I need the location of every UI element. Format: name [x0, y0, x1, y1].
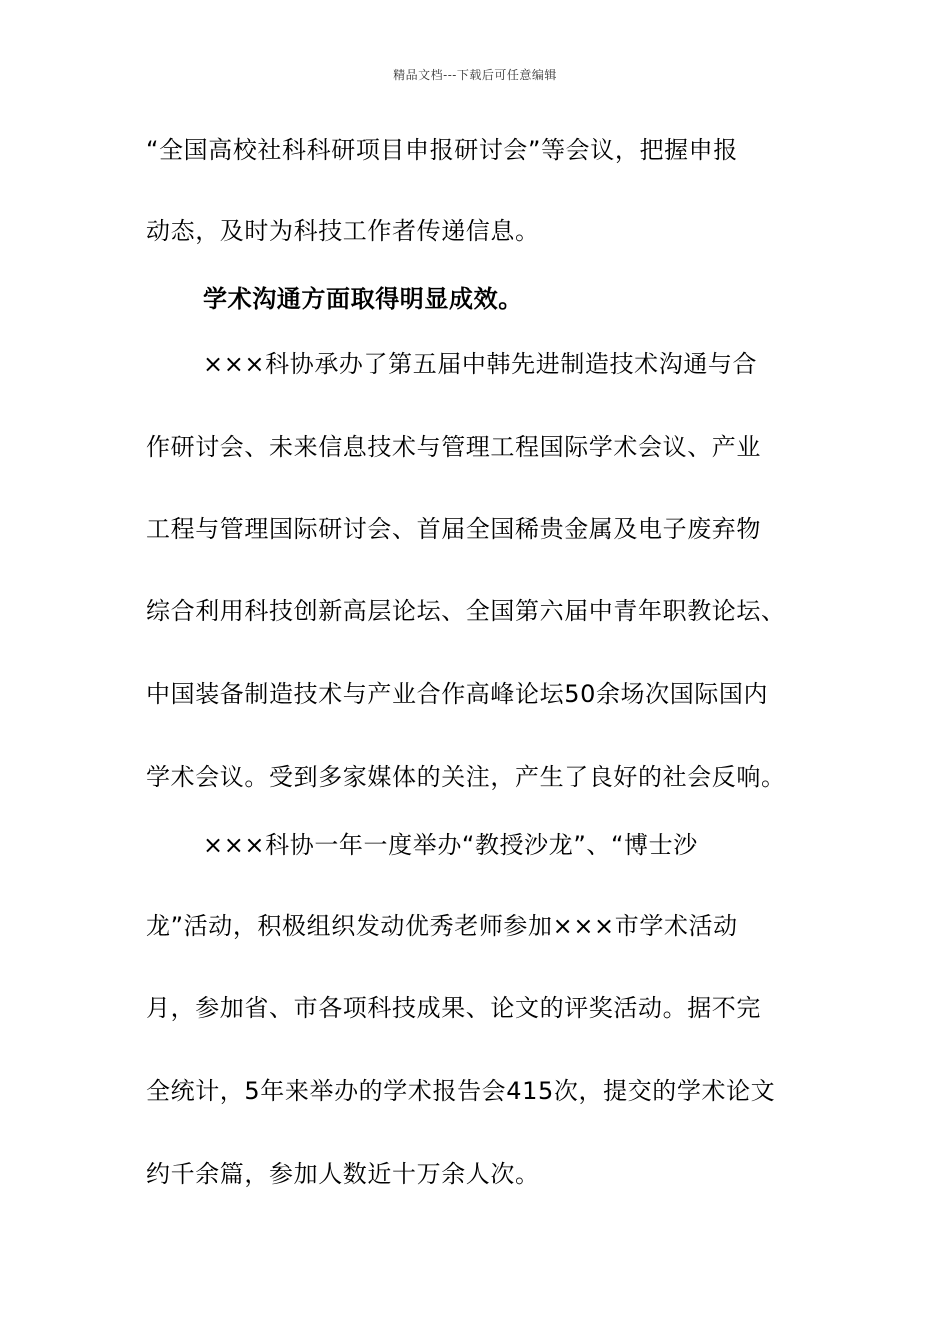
text-line: 工程与管理国际研讨会、首届全国稀贵金属及电子废弃物: [146, 515, 761, 543]
text-line: 综合利用科技创新高层论坛、全国第六届中青年职教论坛、: [146, 597, 786, 625]
text-line: 约千余篇，参加人数近十万余人次。: [146, 1160, 540, 1188]
text-line: ×××科协承办了第五届中韩先进制造技术沟通与合: [203, 350, 758, 378]
text-line: ×××科协一年一度举办“教授沙龙”、“博士沙: [203, 831, 698, 859]
page-header: 精品文档---下载后可任意编辑: [393, 68, 557, 82]
text-line: 全统计，5年来举办的学术报告会415次，提交的学术论文: [146, 1077, 776, 1105]
text-line: 作研讨会、未来信息技术与管理工程国际学术会议、产业: [146, 433, 761, 461]
text-line: 月，参加省、市各项科技成果、论文的评奖活动。据不完: [146, 994, 761, 1022]
section-heading: 学术沟通方面取得明显成效。: [203, 285, 523, 313]
text-line: 动态，及时为科技工作者传递信息。: [146, 217, 540, 245]
text-line: 龙”活动，积极组织发动优秀老师参加×××市学术活动: [146, 912, 738, 940]
text-line: 学术会议。受到多家媒体的关注，产生了良好的社会反响。: [146, 763, 786, 791]
text-line: 中国装备制造技术与产业合作高峰论坛50余场次国际国内: [146, 680, 769, 708]
text-line: “全国高校社科科研项目申报研讨会”等会议，把握申报: [146, 136, 738, 164]
